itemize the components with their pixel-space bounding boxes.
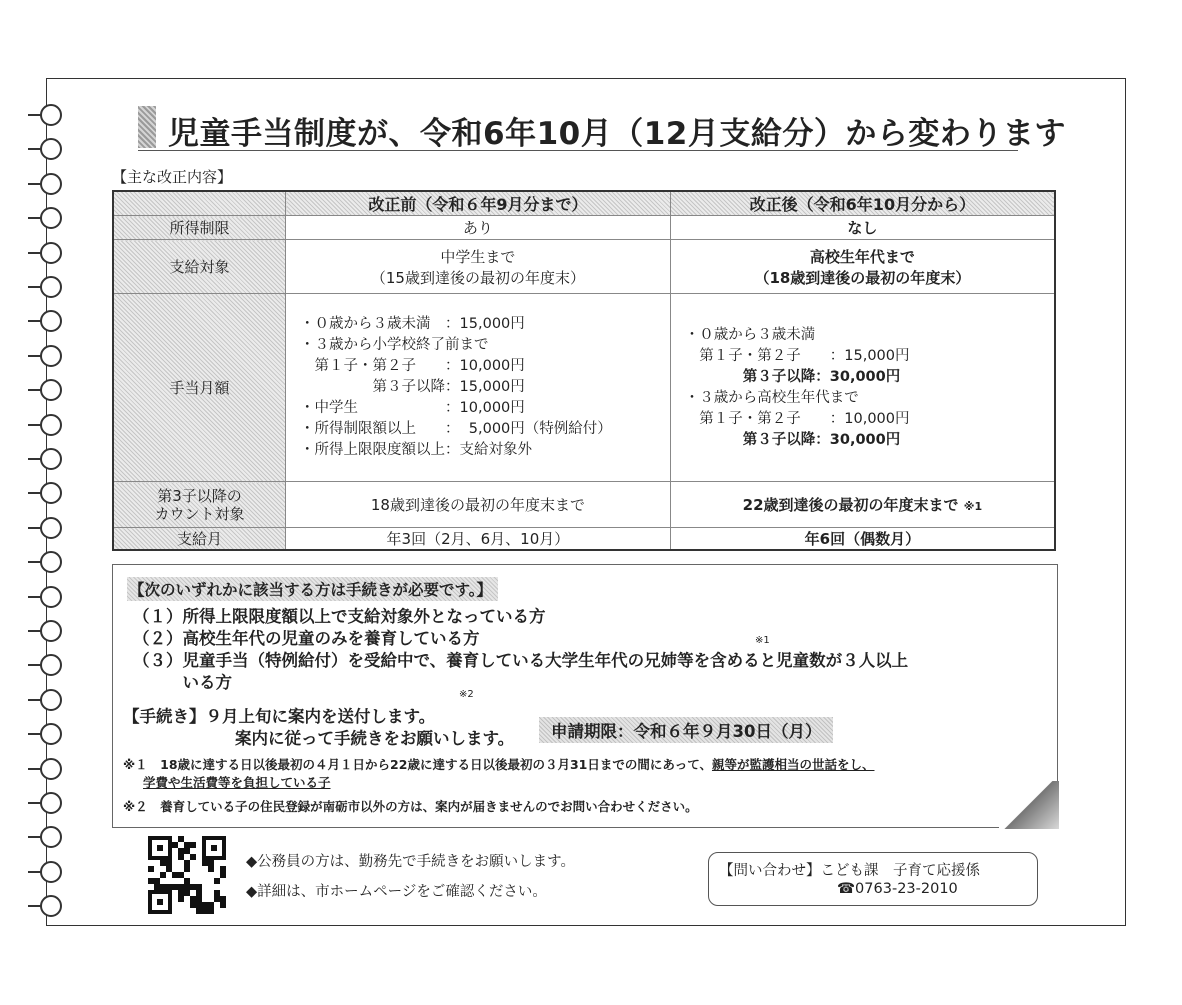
amount-line: ・所得制限額以上 ： 5,000円（特例給付） xyxy=(300,421,612,437)
qr-code-icon[interactable] xyxy=(148,836,226,914)
procedure-notice-box xyxy=(112,564,1058,828)
spiral-ring-icon xyxy=(28,721,66,747)
spiral-ring-icon xyxy=(28,756,66,782)
table-row xyxy=(113,528,1055,551)
cell-text: 高校生年代まで xyxy=(809,247,915,266)
title-underline xyxy=(138,150,1018,151)
cell-after-amounts xyxy=(670,294,1055,482)
footnote-1 xyxy=(123,755,874,773)
condition-item: （２）高校生年代の児童のみを養育している方 xyxy=(133,629,480,648)
amount-line: 第３子以降：15,000円 xyxy=(300,379,525,395)
amount-line: 第１子・第２子 ：10,000円 xyxy=(684,410,910,427)
spiral-ring-icon xyxy=(28,446,66,472)
cell-before: 18歳到達後の最初の年度末まで xyxy=(286,482,671,528)
amount-line: 第３子以降：30,000円 xyxy=(684,368,901,385)
table-header-row xyxy=(113,191,1055,216)
table-row xyxy=(113,482,1055,528)
condition-item: （１）所得上限限度額以上で支給対象外となっている方 xyxy=(133,607,546,626)
cell-text: （15歳到達後の最初の年度末） xyxy=(370,268,585,287)
spiral-ring-icon xyxy=(28,859,66,885)
spiral-ring-icon xyxy=(28,205,66,231)
spiral-ring-icon xyxy=(28,102,66,128)
cell-before: 年3回（2月、6月、10月） xyxy=(286,528,671,551)
spiral-ring-icon xyxy=(28,652,66,678)
row-head-eligibility: 支給対象 xyxy=(113,240,286,294)
note-text: ※１ 18歳に達する日以後最初の４月１日から22歳に達する日以後最初の３月31日までの間にあって、 xyxy=(123,757,712,772)
table-row xyxy=(113,240,1055,294)
cell-text: カウント対象 xyxy=(154,504,245,523)
amount-line: ・３歳から高校生年代まで xyxy=(684,389,859,406)
spiral-ring-icon xyxy=(28,377,66,403)
row-head-payment-months: 支給月 xyxy=(113,528,286,551)
footnote-mark: ※1 xyxy=(963,500,983,513)
spiral-ring-icon xyxy=(28,790,66,816)
footnote-1-continued: 学費や生活費等を負担している子 xyxy=(143,775,331,790)
spiral-ring-icon xyxy=(28,412,66,438)
condition-item: いる方 xyxy=(133,673,232,692)
spiral-ring-icon xyxy=(28,274,66,300)
footer-note: ◆公務員の方は、勤務先で手続きをお願いします。 xyxy=(246,854,575,870)
table-row xyxy=(113,216,1055,240)
footer-note: ◆詳細は、市ホームページをご確認ください。 xyxy=(246,884,547,900)
amount-line: 第３子以降：30,000円 xyxy=(684,431,901,448)
contact-department: 【問い合わせ】こども課 子育て応援係 xyxy=(719,863,980,879)
spiral-ring-icon xyxy=(28,136,66,162)
table-corner xyxy=(113,191,286,216)
procedure-line: 案内に従って手続きをお願いします。 xyxy=(235,729,515,748)
cell-after xyxy=(670,482,1055,528)
spiral-ring-icon xyxy=(28,240,66,266)
footnote-mark: ※2 xyxy=(459,689,474,700)
cell-after: 年6回（偶数月） xyxy=(670,528,1055,551)
cell-text: 中学生まで xyxy=(440,247,516,266)
cell-text: 第3子以降の xyxy=(157,486,242,505)
spiral-ring-icon xyxy=(28,687,66,713)
amount-line: 第１子・第２子 ：15,000円 xyxy=(684,347,910,364)
row-head-third-child-count xyxy=(113,482,286,528)
contact-box xyxy=(708,852,1038,906)
cell-after: なし xyxy=(670,216,1055,240)
amount-line: ・０歳から３歳未満 ：15,000円 xyxy=(300,316,525,332)
cell-text: 22歳到達後の最初の年度末まで xyxy=(742,496,959,514)
condition-item: （３）児童手当（特例給付）を受給中で、養育している大学生年代の兄姉等を含めると児童数が３人以上 xyxy=(133,651,909,670)
amount-line: ・０歳から３歳未満 xyxy=(684,326,816,343)
footnote-mark: ※1 xyxy=(755,635,770,646)
amount-line: ・３歳から小学校終了前まで xyxy=(300,337,489,353)
spiral-ring-icon xyxy=(28,515,66,541)
spiral-ring-icon xyxy=(28,584,66,610)
cell-before-amounts xyxy=(286,294,671,482)
amount-line: 第１子・第２子 ：10,000円 xyxy=(300,358,525,374)
page-curl-corner xyxy=(999,781,1059,829)
note-text-underlined: 親等が監護相当の世話をし、 xyxy=(711,757,875,772)
spiral-ring-icon xyxy=(28,824,66,850)
cell-before: あり xyxy=(286,216,671,240)
amount-line: ・所得上限限度額以上：支給対象外 xyxy=(300,442,533,458)
notice-heading: 【次のいずれかに該当する方は手続きが必要です。】 xyxy=(127,577,498,601)
title-accent-bar xyxy=(138,106,156,148)
cell-after xyxy=(670,240,1055,294)
section-label: 【主な改正内容】 xyxy=(112,168,233,186)
header-after: 改正後（令和6年10月分から） xyxy=(670,191,1055,216)
revision-table xyxy=(112,190,1056,551)
spiral-ring-icon xyxy=(28,343,66,369)
procedure-line: 【手続き】９月上旬に案内を送付します。 xyxy=(123,707,436,726)
amount-line: ・中学生 ：10,000円 xyxy=(300,400,525,416)
page-title: 児童手当制度が、令和6年10月（12月支給分）から変わります xyxy=(168,116,1066,152)
spiral-ring-icon xyxy=(28,171,66,197)
contact-phone[interactable]: ☎0763-23-2010 xyxy=(837,881,958,897)
spiral-ring-icon xyxy=(28,549,66,575)
header-before: 改正前（令和６年9月分まで） xyxy=(286,191,671,216)
spiral-ring-icon xyxy=(28,480,66,506)
spiral-ring-icon xyxy=(28,618,66,644)
spiral-ring-icon xyxy=(28,308,66,334)
row-head-monthly-amount: 手当月額 xyxy=(113,294,286,482)
spiral-ring-icon xyxy=(28,893,66,919)
cell-before xyxy=(286,240,671,294)
cell-text: （18歳到達後の最初の年度末） xyxy=(754,268,971,287)
application-deadline: 申請期限：令和６年９月30日（月） xyxy=(539,717,833,743)
footnote-2: ※２ 養育している子の住民登録が南砺市以外の方は、案内が届きませんのでお問い合わせください。 xyxy=(123,799,698,814)
table-row xyxy=(113,294,1055,482)
row-head-income-limit: 所得制限 xyxy=(113,216,286,240)
